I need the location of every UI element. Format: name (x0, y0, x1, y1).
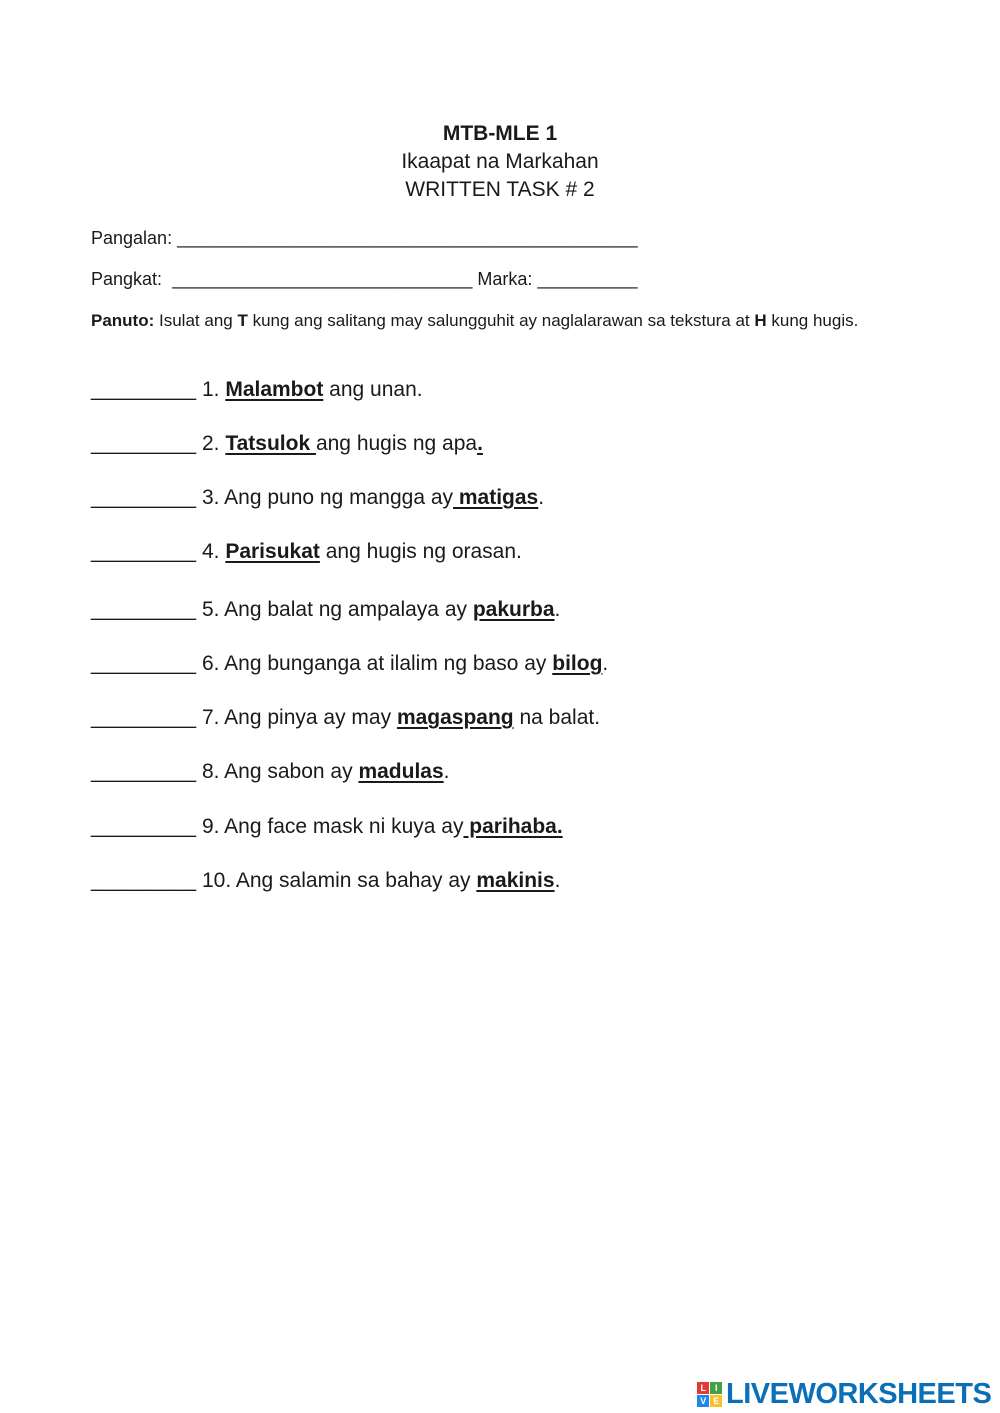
answer-blank[interactable]: _________ (91, 652, 197, 675)
item-text-post: ang hugis ng orasan. (319, 540, 522, 563)
score-field[interactable]: __________ (537, 269, 638, 289)
item-text-post: . (443, 760, 450, 783)
question-item (91, 760, 449, 784)
item-text-post: . (554, 598, 561, 621)
answer-blank[interactable]: _________ (91, 815, 197, 838)
logo-letter: E (710, 1395, 722, 1407)
question-item (91, 378, 423, 402)
item-number: 7. (201, 706, 220, 729)
question-item (91, 706, 600, 730)
logo-letter: I (710, 1382, 722, 1394)
name-label: Pangalan: (91, 228, 173, 248)
question-item (91, 815, 563, 839)
item-text-pre: Ang puno ng mangga ay (224, 486, 454, 509)
item-text-post: ang unan. (323, 378, 423, 401)
underlined-word: Malambot (225, 378, 324, 401)
task-label: WRITTEN TASK # 2 (405, 178, 595, 201)
question-item (91, 598, 560, 622)
item-number: 1. (201, 378, 220, 401)
logo-letter: V (697, 1395, 709, 1407)
answer-blank[interactable]: _________ (91, 432, 197, 455)
item-text-pre: Ang face mask ni kuya ay (224, 815, 464, 838)
brand-text: LIVEWORKSHEETS (726, 1377, 992, 1410)
item-number: 5. (201, 598, 220, 621)
answer-blank[interactable]: _________ (91, 378, 197, 401)
item-text-pre: Ang balat ng ampalaya ay (224, 598, 473, 621)
name-field[interactable]: ______________________________________________ (177, 228, 638, 248)
underlined-word: parihaba. (463, 815, 563, 838)
underlined-word: madulas (358, 760, 444, 783)
item-text-post: . (538, 486, 545, 509)
answer-blank[interactable]: _________ (91, 760, 197, 783)
item-number: 3. (201, 486, 220, 509)
item-number: 2. (201, 432, 220, 455)
name-field-row (91, 228, 638, 249)
underlined-word: pakurba (472, 598, 555, 621)
underlined-word: makinis (476, 869, 555, 892)
item-text-post: . (554, 869, 561, 892)
liveworksheets-logo (697, 1378, 991, 1410)
underlined-word: matigas (453, 486, 539, 509)
item-text-post: . (602, 652, 609, 675)
quarter-label: Ikaapat na Markahan (401, 150, 599, 173)
score-label: Marka: (477, 269, 533, 289)
answer-blank[interactable]: _________ (91, 486, 197, 509)
item-text-pre: Ang bunganga at ilalim ng baso ay (224, 652, 553, 675)
answer-blank[interactable]: _________ (91, 598, 197, 621)
subject-title: MTB-MLE 1 (442, 122, 558, 145)
item-number: 4. (201, 540, 220, 563)
underlined-word: Tatsulok (225, 432, 316, 455)
question-item (91, 652, 608, 676)
instructions: Panuto: Isulat ang T kung ang salitang may salungguhit ay naglalarawan sa tekstura at H kung hugis. (91, 311, 859, 330)
live-logo-icon (697, 1382, 722, 1407)
question-item (91, 486, 544, 510)
instructions-label: Panuto: (91, 311, 155, 330)
group-field[interactable]: ______________________________ (172, 269, 473, 289)
answer-blank[interactable]: _________ (91, 869, 197, 892)
item-text-post: ang hugis ng apa (315, 432, 478, 455)
item-number: 8. (201, 760, 220, 783)
item-text-pre: Ang pinya ay may (224, 706, 397, 729)
item-number: 9. (201, 815, 220, 838)
group-label: Pangkat: (91, 269, 163, 289)
underlined-period: . (477, 432, 483, 455)
question-item (91, 432, 483, 456)
underlined-word: bilog (552, 652, 603, 675)
answer-blank[interactable]: _________ (91, 706, 197, 729)
item-text-post: na balat. (513, 706, 601, 729)
question-item (91, 540, 522, 564)
logo-letter: L (697, 1382, 709, 1394)
item-text-pre: Ang salamin sa bahay ay (235, 869, 477, 892)
group-score-row (91, 269, 638, 290)
item-text-pre: Ang sabon ay (224, 760, 359, 783)
item-number: 10. (201, 869, 232, 892)
underlined-word: Parisukat (225, 540, 320, 563)
worksheet-header (0, 120, 1000, 204)
underlined-word: magaspang (396, 706, 514, 729)
question-item (91, 869, 560, 893)
item-number: 6. (201, 652, 220, 675)
answer-blank[interactable]: _________ (91, 540, 197, 563)
